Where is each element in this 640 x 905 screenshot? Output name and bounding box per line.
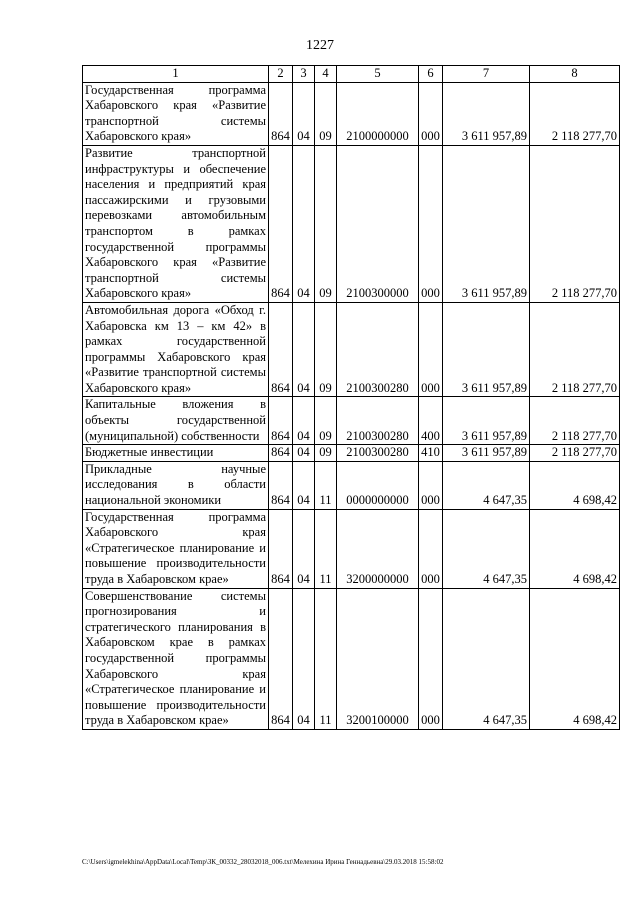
expense-type-cell: 000 bbox=[419, 509, 443, 588]
table-row bbox=[83, 445, 620, 462]
expense-type-cell: 410 bbox=[419, 445, 443, 462]
expense-type-cell: 000 bbox=[419, 82, 443, 145]
target-article-cell: 2100300000 bbox=[337, 145, 419, 302]
table-row bbox=[83, 588, 620, 729]
amount-cell: 4 698,42 bbox=[530, 461, 620, 509]
amount-cell: 2 118 277,70 bbox=[530, 397, 620, 445]
column-header: 4 bbox=[315, 66, 337, 83]
subsection-cell: 09 bbox=[315, 302, 337, 397]
column-header: 6 bbox=[419, 66, 443, 83]
expense-type-cell: 000 bbox=[419, 145, 443, 302]
table-row bbox=[83, 145, 620, 302]
column-header: 7 bbox=[443, 66, 530, 83]
target-article-cell: 0000000000 bbox=[337, 461, 419, 509]
section-cell: 04 bbox=[293, 509, 315, 588]
target-article-cell: 2100300280 bbox=[337, 397, 419, 445]
amount-cell: 3 611 957,89 bbox=[443, 302, 530, 397]
amount-cell: 2 118 277,70 bbox=[530, 82, 620, 145]
amount-cell: 4 647,35 bbox=[443, 509, 530, 588]
admin-code-cell: 864 bbox=[269, 461, 293, 509]
amount-cell: 3 611 957,89 bbox=[443, 397, 530, 445]
target-article-cell: 3200000000 bbox=[337, 509, 419, 588]
expense-type-cell: 400 bbox=[419, 397, 443, 445]
column-header: 2 bbox=[269, 66, 293, 83]
row-name-cell: Государственная программа Хабаровского края «Развитие транспортной системы Хабаровского края» bbox=[83, 82, 269, 145]
subsection-cell: 11 bbox=[315, 509, 337, 588]
amount-cell: 4 698,42 bbox=[530, 588, 620, 729]
section-cell: 04 bbox=[293, 461, 315, 509]
section-cell: 04 bbox=[293, 302, 315, 397]
table-row bbox=[83, 461, 620, 509]
table-row bbox=[83, 397, 620, 445]
subsection-cell: 09 bbox=[315, 445, 337, 462]
expense-type-cell: 000 bbox=[419, 588, 443, 729]
amount-cell: 2 118 277,70 bbox=[530, 302, 620, 397]
amount-cell: 4 698,42 bbox=[530, 509, 620, 588]
section-cell: 04 bbox=[293, 82, 315, 145]
amount-cell: 4 647,35 bbox=[443, 461, 530, 509]
subsection-cell: 09 bbox=[315, 82, 337, 145]
amount-cell: 3 611 957,89 bbox=[443, 445, 530, 462]
admin-code-cell: 864 bbox=[269, 509, 293, 588]
row-name-cell: Бюджетные инвестиции bbox=[83, 445, 269, 462]
amount-cell: 3 611 957,89 bbox=[443, 82, 530, 145]
subsection-cell: 09 bbox=[315, 145, 337, 302]
expense-type-cell: 000 bbox=[419, 302, 443, 397]
admin-code-cell: 864 bbox=[269, 82, 293, 145]
amount-cell: 4 647,35 bbox=[443, 588, 530, 729]
target-article-cell: 2100000000 bbox=[337, 82, 419, 145]
table-row bbox=[83, 302, 620, 397]
subsection-cell: 11 bbox=[315, 461, 337, 509]
target-article-cell: 2100300280 bbox=[337, 302, 419, 397]
column-header: 8 bbox=[530, 66, 620, 83]
row-name-cell: Государственная программа Хабаровского края «Стратегическое планирование и повышение производительности труда в Хабаровском крае» bbox=[83, 509, 269, 588]
column-header: 5 bbox=[337, 66, 419, 83]
subsection-cell: 09 bbox=[315, 397, 337, 445]
admin-code-cell: 864 bbox=[269, 145, 293, 302]
expense-type-cell: 000 bbox=[419, 461, 443, 509]
row-name-cell: Совершенствование системы прогнозирования и стратегического планирования в Хабаровском крае в рамках государственной программы Хабаровского края «Стратегическое планирование и повышение производительности труда в Хабаровском крае» bbox=[83, 588, 269, 729]
section-cell: 04 bbox=[293, 588, 315, 729]
row-name-cell: Капитальные вложения в объекты государственной (муниципальной) собственности bbox=[83, 397, 269, 445]
file-path-footer: C:\Users\igmelekhina\AppData\Local\Temp\ЗК_00332_28032018_006.txt\Мелехина Ирина Геннадьевна\29.03.2018 15:58:02 bbox=[82, 858, 444, 866]
amount-cell: 2 118 277,70 bbox=[530, 445, 620, 462]
page-number: 1227 bbox=[306, 38, 334, 53]
target-article-cell: 2100300280 bbox=[337, 445, 419, 462]
admin-code-cell: 864 bbox=[269, 302, 293, 397]
admin-code-cell: 864 bbox=[269, 445, 293, 462]
row-name-cell: Автомобильная дорога «Обход г. Хабаровска км 13 – км 42» в рамках государственной программы Хабаровского края «Развитие транспортной системы Хабаровского края» bbox=[83, 302, 269, 397]
amount-cell: 2 118 277,70 bbox=[530, 145, 620, 302]
section-cell: 04 bbox=[293, 145, 315, 302]
column-header-row bbox=[83, 66, 620, 83]
column-header: 3 bbox=[293, 66, 315, 83]
section-cell: 04 bbox=[293, 397, 315, 445]
amount-cell: 3 611 957,89 bbox=[443, 145, 530, 302]
row-name-cell: Прикладные научные исследования в области национальной экономики bbox=[83, 461, 269, 509]
column-header: 1 bbox=[83, 66, 269, 83]
section-cell: 04 bbox=[293, 445, 315, 462]
admin-code-cell: 864 bbox=[269, 397, 293, 445]
row-name-cell: Развитие транспортной инфраструктуры и обеспечение населения и предприятий края пассажирскими и грузовыми перевозками автомобильным транспортом в рамках государственной программы Хабаровского края «Развитие транспортной системы Хабаровского края» bbox=[83, 145, 269, 302]
budget-table bbox=[82, 65, 620, 730]
table-row bbox=[83, 82, 620, 145]
target-article-cell: 3200100000 bbox=[337, 588, 419, 729]
table-row bbox=[83, 509, 620, 588]
subsection-cell: 11 bbox=[315, 588, 337, 729]
admin-code-cell: 864 bbox=[269, 588, 293, 729]
